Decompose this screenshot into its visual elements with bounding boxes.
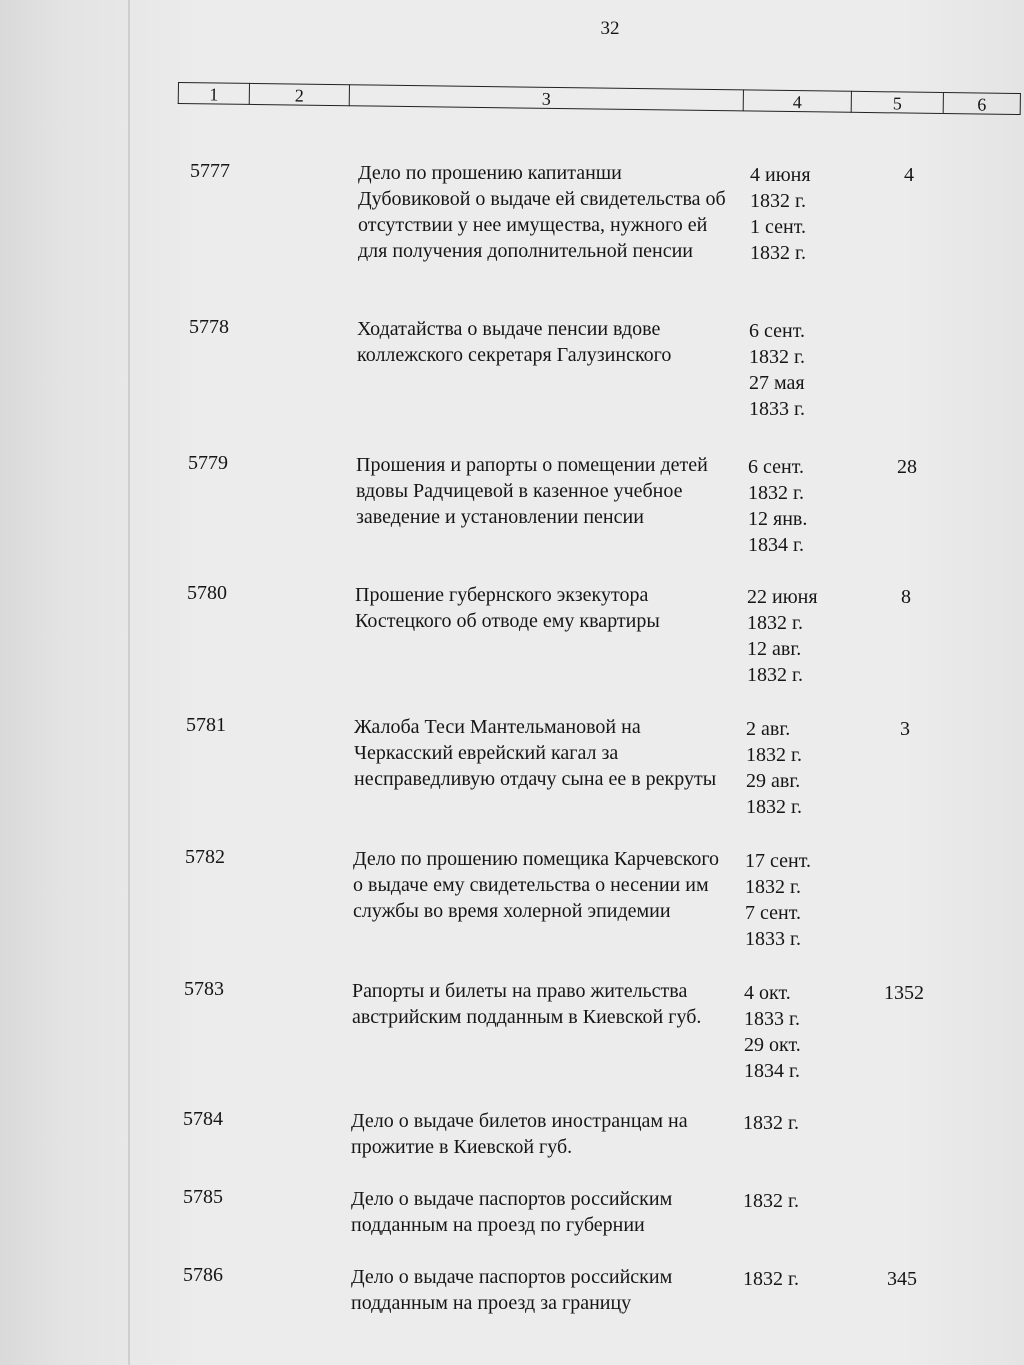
entry-date: 1833 г. — [749, 398, 805, 420]
entry-dates — [743, 1188, 853, 1214]
entry-number: 5779 — [188, 452, 228, 474]
entry-dates — [744, 980, 854, 1084]
header-col-1: 1 — [178, 82, 249, 105]
entry-date: 2 авг. — [746, 718, 791, 740]
entry-date: 17 сент. — [745, 850, 811, 872]
header-col-2: 2 — [249, 83, 349, 106]
entry-sheet-count: 1352 — [884, 982, 924, 1004]
entry-date: 1832 г. — [743, 1190, 799, 1212]
entry-date: 1832 г. — [745, 876, 801, 898]
entry-dates — [750, 162, 860, 266]
entry-description: Прошение губернского экзекутора Костецкого об отводе ему квартиры — [355, 584, 660, 632]
entry-description: Дело о выдаче паспортов российским подданным на проезд по губернии — [351, 1188, 673, 1236]
entry-description: Прошения и рапорты о помещении детей вдовы Радчицевой в казенное учебное заведение и установлении пенсии — [356, 454, 708, 528]
entry-date: 1832 г. — [743, 1112, 799, 1134]
entry-number: 5781 — [186, 714, 226, 736]
entry-dates — [746, 716, 856, 820]
entry-date: 1832 г. — [747, 664, 803, 686]
entry-number: 5783 — [184, 978, 224, 1000]
entry-number: 5780 — [187, 582, 227, 604]
entry-date: 1834 г. — [748, 534, 804, 556]
entry-date: 6 сент. — [748, 456, 804, 478]
entry-date: 1832 г. — [746, 744, 802, 766]
entry-date: 1832 г. — [748, 482, 804, 504]
entry-dates — [748, 454, 858, 558]
entry-date: 4 окт. — [744, 982, 791, 1004]
entry-date: 29 авг. — [746, 770, 801, 792]
entry-date: 4 июня — [750, 164, 811, 186]
entry-date: 1 сент. — [750, 216, 806, 238]
entry-sheet-count: 8 — [901, 586, 911, 608]
entry-dates — [747, 584, 857, 688]
header-col-4: 4 — [743, 89, 851, 112]
entry-date: 12 авг. — [747, 638, 802, 660]
entry-date: 1832 г. — [750, 190, 806, 212]
entry-number: 5777 — [190, 160, 230, 182]
header-col-5: 5 — [851, 91, 943, 114]
entry-description: Ходатайства о выдаче пенсии вдове коллежского секретаря Галузинского — [357, 318, 672, 366]
entry-date: 1833 г. — [745, 928, 801, 950]
entry-date: 1833 г. — [744, 1008, 800, 1030]
entry-dates — [743, 1110, 853, 1136]
entry-dates — [745, 848, 855, 952]
entry-date: 7 сент. — [745, 902, 801, 924]
entry-date: 6 сент. — [749, 320, 805, 342]
entry-description: Рапорты и билеты на право жительства австрийским подданным в Киевской губ. — [352, 980, 702, 1028]
page-number: 32 — [600, 18, 620, 39]
entry-date: 29 окт. — [744, 1034, 801, 1056]
entry-date: 1834 г. — [744, 1060, 800, 1082]
entry-description: Дело по прошению капитанши Дубовиковой о выдаче ей свидетельства об отсутствии у нее имущества, нужного ей для получения дополнительной пенсии — [358, 162, 726, 262]
entry-dates — [749, 318, 859, 422]
entry-date: 1832 г. — [750, 242, 806, 264]
entry-date: 22 июня — [747, 586, 818, 608]
entry-description: Дело о выдаче билетов иностранцам на прожитие в Киевской губ. — [351, 1110, 688, 1158]
entry-sheet-count: 3 — [900, 718, 910, 740]
entry-date: 12 янв. — [748, 508, 808, 530]
entry-sheet-count: 345 — [887, 1268, 917, 1290]
header-col-6: 6 — [943, 92, 1021, 115]
entry-date: 1832 г. — [747, 612, 803, 634]
header-col-3: 3 — [349, 84, 743, 111]
entry-dates — [743, 1266, 853, 1292]
entry-number: 5785 — [183, 1186, 223, 1208]
entry-sheet-count: 4 — [904, 164, 914, 186]
entry-description: Дело по прошению помещика Карчевского о выдаче ему свидетельства о несении им службы во время холерной эпидемии — [353, 848, 720, 922]
entry-number: 5782 — [185, 846, 225, 868]
entry-number: 5784 — [183, 1108, 223, 1130]
entry-sheet-count: 28 — [897, 456, 917, 478]
entry-date: 1832 г. — [743, 1268, 799, 1290]
entry-description: Дело о выдаче паспортов российским подданным на проезд за границу — [351, 1266, 673, 1314]
entry-number: 5786 — [183, 1264, 223, 1286]
entry-date: 27 мая — [749, 372, 805, 394]
entry-date: 1832 г. — [749, 346, 805, 368]
entry-description: Жалоба Теси Мантельмановой на Черкасский еврейский кагал за несправедливую отдачу сына ее в рекруты — [354, 716, 717, 790]
entry-date: 1832 г. — [746, 796, 802, 818]
entry-number: 5778 — [189, 316, 229, 338]
